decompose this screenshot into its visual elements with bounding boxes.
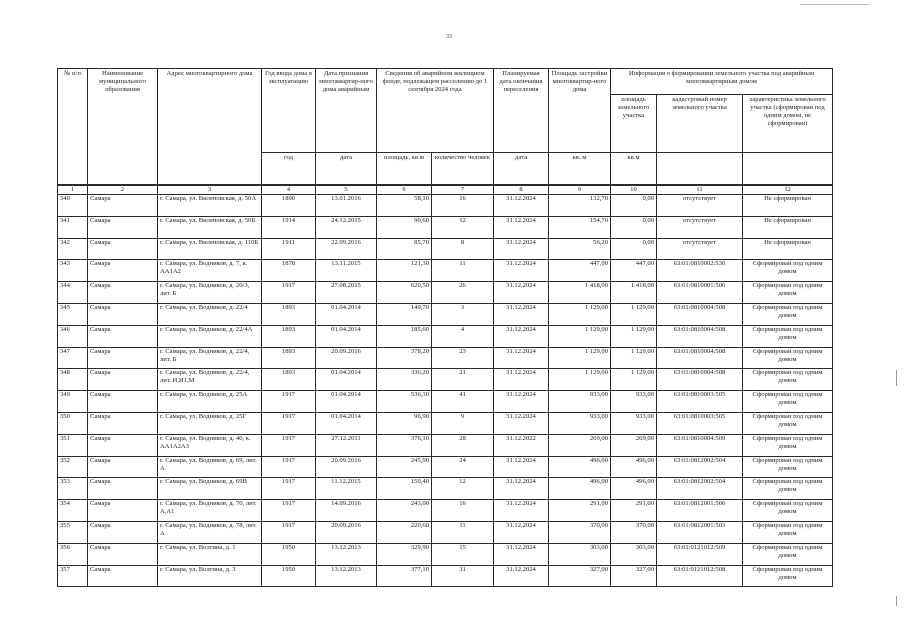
cell-characteristic: Сформирован под одним домом	[743, 565, 833, 587]
cell-num: 352	[58, 456, 88, 478]
cell-planned-date: 31.12.2024	[494, 391, 549, 413]
column-number: 11	[657, 185, 743, 195]
cell-municipality: Самара	[88, 478, 158, 500]
cell-people: 12	[432, 216, 494, 238]
cell-cadastral: отсутствует	[657, 195, 743, 217]
cell-year: 1890	[262, 195, 316, 217]
cell-land-area: 0,00	[611, 238, 657, 260]
cell-date-recognized: 01.04.2014	[316, 303, 377, 325]
cell-planned-date: 31.12.2024	[494, 543, 549, 565]
cell-num: 345	[58, 303, 88, 325]
cell-planned-date: 31.12.2024	[494, 369, 549, 391]
cell-date-recognized: 24.12.2015	[316, 216, 377, 238]
unit-area: площадь, кв.м	[377, 153, 432, 186]
cell-cadastral: отсутствует	[657, 216, 743, 238]
table-row	[58, 434, 833, 456]
cell-municipality: Самара	[88, 325, 158, 347]
cell-address: г. Самара, ул. Водников, д. 20/3, лит. Б	[158, 282, 262, 304]
cell-built-area: 154,70	[549, 216, 611, 238]
cell-characteristic: Сформирован под одним домом	[743, 260, 833, 282]
table-row	[58, 478, 833, 500]
cell-built-area: 132,70	[549, 195, 611, 217]
cell-characteristic: Сформирован под одним домом	[743, 434, 833, 456]
cell-year: 1911	[262, 238, 316, 260]
unit-empty	[743, 153, 833, 186]
scan-mark	[896, 596, 897, 606]
table-row	[58, 325, 833, 347]
cell-year: 1917	[262, 500, 316, 522]
cell-planned-date: 31.12.2024	[494, 216, 549, 238]
cell-land-area: 0,00	[611, 216, 657, 238]
cell-area: 58,10	[377, 195, 432, 217]
cell-municipality: Самара	[88, 456, 158, 478]
cell-land-area: 1 418,00	[611, 282, 657, 304]
cell-num: 351	[58, 434, 88, 456]
cell-address: г. Самара, ул. Виленовская, д. 110Б	[158, 238, 262, 260]
cell-municipality: Самара	[88, 391, 158, 413]
table-row	[58, 369, 833, 391]
table-row	[58, 282, 833, 304]
cell-characteristic: Сформирован под одним домом	[743, 369, 833, 391]
cell-year: 1893	[262, 347, 316, 369]
cell-built-area: 1 129,00	[549, 325, 611, 347]
cell-built-area: 933,00	[549, 412, 611, 434]
cell-year: 1914	[262, 216, 316, 238]
cell-built-area: 291,00	[549, 500, 611, 522]
cell-characteristic: Не сформирован	[743, 216, 833, 238]
scan-mark	[896, 370, 897, 386]
cell-address: г. Самара, ул. Водников, д. 70, лит. А,А1	[158, 500, 262, 522]
cell-num: 355	[58, 521, 88, 543]
unit-date: дата	[316, 153, 377, 186]
cell-num: 357	[58, 565, 88, 587]
cell-cadastral: 63:01:0121012:509	[657, 543, 743, 565]
header-year: Год ввода дома в эксплуатацию	[262, 69, 316, 153]
cell-planned-date: 31.12.2024	[494, 521, 549, 543]
cell-cadastral: 63:01:0810004:509	[657, 434, 743, 456]
cell-people: 12	[432, 478, 494, 500]
cell-built-area: 447,00	[549, 260, 611, 282]
cell-municipality: Самара	[88, 521, 158, 543]
cell-date-recognized: 13.11.2015	[316, 260, 377, 282]
cell-characteristic: Сформирован под одним домом	[743, 456, 833, 478]
cell-address: г. Самара, ул. Волгина, д. 3	[158, 565, 262, 587]
column-number: 9	[549, 185, 611, 195]
cell-municipality: Самара	[88, 238, 158, 260]
cell-people: 28	[432, 434, 494, 456]
cell-address: г. Самара, ул. Водников, д. 69, лит. А	[158, 456, 262, 478]
cell-num: 343	[58, 260, 88, 282]
cell-people: 16	[432, 195, 494, 217]
cell-planned-date: 31.12.2024	[494, 500, 549, 522]
unit-sqm2: кв.м	[611, 153, 657, 186]
cell-date-recognized: 13.01.2016	[316, 195, 377, 217]
cell-people: 8	[432, 238, 494, 260]
header-cadastral: кадастровый номер земельного участка	[657, 95, 743, 153]
cell-year: 1917	[262, 434, 316, 456]
table-row	[58, 412, 833, 434]
cell-cadastral: 63:01:0812002:504	[657, 456, 743, 478]
cell-municipality: Самара	[88, 434, 158, 456]
cell-cadastral: 63:01:0810003:505	[657, 391, 743, 413]
cell-land-area: 933,00	[611, 412, 657, 434]
cell-built-area: 1 129,00	[549, 369, 611, 391]
cell-address: г. Самара, ул. Водников, д. 22/4	[158, 303, 262, 325]
cell-land-area: 291,00	[611, 500, 657, 522]
cell-area: 90,60	[377, 216, 432, 238]
cell-cadastral: 63:01:0121012:508	[657, 565, 743, 587]
cell-characteristic: Сформирован под одним домом	[743, 303, 833, 325]
cell-built-area: 496,00	[549, 456, 611, 478]
unit-empty	[657, 153, 743, 186]
cell-planned-date: 31.12.2022	[494, 434, 549, 456]
cell-people: 11	[432, 521, 494, 543]
cell-cadastral: 63:01:0810003:505	[657, 412, 743, 434]
cell-num: 349	[58, 391, 88, 413]
cell-address: г. Самара, ул. Виленовская, д. 50А	[158, 195, 262, 217]
cell-area: 220,60	[377, 521, 432, 543]
column-number: 4	[262, 185, 316, 195]
cell-area: 376,10	[377, 434, 432, 456]
cell-built-area: 56,20	[549, 238, 611, 260]
cell-cadastral: 63:01:0812002:504	[657, 478, 743, 500]
cell-num: 353	[58, 478, 88, 500]
table-row	[58, 543, 833, 565]
cell-area: 121,30	[377, 260, 432, 282]
column-number: 1	[58, 185, 88, 195]
cell-planned-date: 31.12.2024	[494, 325, 549, 347]
cell-cadastral: 63:01:0810002:530	[657, 260, 743, 282]
cell-area: 536,30	[377, 391, 432, 413]
cell-municipality: Самара	[88, 412, 158, 434]
cell-characteristic: Не сформирован	[743, 238, 833, 260]
cell-characteristic: Сформирован под одним домом	[743, 282, 833, 304]
cell-num: 341	[58, 216, 88, 238]
cell-address: г. Самара, ул. Водников, д. 78, лит. А	[158, 521, 262, 543]
table-row	[58, 238, 833, 260]
cell-land-area: 1 129,00	[611, 325, 657, 347]
column-number: 3	[158, 185, 262, 195]
cell-address: г. Самара, ул. Водников, д. 25А	[158, 391, 262, 413]
header-characteristic: характеристика земельного участка (сформирован под одним домом, не сформирован)	[743, 95, 833, 153]
cell-cadastral: 63:01:0812001:503	[657, 521, 743, 543]
cell-planned-date: 31.12.2024	[494, 282, 549, 304]
table-row	[58, 456, 833, 478]
column-number: 2	[88, 185, 158, 195]
cell-people: 41	[432, 391, 494, 413]
cell-land-area: 496,00	[611, 478, 657, 500]
cell-planned-date: 31.12.2024	[494, 195, 549, 217]
cell-date-recognized: 20.09.2016	[316, 456, 377, 478]
cell-characteristic: Не сформирован	[743, 195, 833, 217]
emergency-housing-table	[57, 68, 833, 587]
cell-num: 344	[58, 282, 88, 304]
cell-characteristic: Сформирован под одним домом	[743, 325, 833, 347]
unit-plan-date: дата	[494, 153, 549, 186]
cell-date-recognized: 01.04.2014	[316, 391, 377, 413]
cell-people: 4	[432, 325, 494, 347]
header-date-recognized: Дата признания многоквартир-ного дома аварийным	[316, 69, 377, 153]
column-number: 8	[494, 185, 549, 195]
cell-characteristic: Сформирован под одним домом	[743, 543, 833, 565]
cell-year: 1917	[262, 478, 316, 500]
cell-area: 185,60	[377, 325, 432, 347]
column-number: 6	[377, 185, 432, 195]
cell-built-area: 496,00	[549, 478, 611, 500]
column-number-row	[58, 185, 833, 195]
column-number: 10	[611, 185, 657, 195]
cell-num: 354	[58, 500, 88, 522]
cell-built-area: 370,00	[549, 521, 611, 543]
cell-address: г. Самара, ул. Волгина, д. 1	[158, 543, 262, 565]
header-num: № п/п	[58, 69, 88, 186]
cell-date-recognized: 01.04.2014	[316, 369, 377, 391]
cell-year: 1917	[262, 521, 316, 543]
cell-built-area: 933,00	[549, 391, 611, 413]
scan-mark	[800, 4, 870, 5]
table-row	[58, 303, 833, 325]
cell-date-recognized: 20.09.2016	[316, 347, 377, 369]
cell-date-recognized: 13.12.2013	[316, 543, 377, 565]
cell-year: 1917	[262, 412, 316, 434]
cell-built-area: 1 418,00	[549, 282, 611, 304]
cell-address: г. Самара, ул. Водников, д. 22/4А	[158, 325, 262, 347]
cell-cadastral: 63:01:0810004:508	[657, 369, 743, 391]
cell-municipality: Самара	[88, 260, 158, 282]
cell-characteristic: Сформирован под одним домом	[743, 391, 833, 413]
cell-cadastral: 63:01:0810004:508	[657, 347, 743, 369]
cell-planned-date: 31.12.2024	[494, 456, 549, 478]
cell-planned-date: 31.12.2024	[494, 347, 549, 369]
table-row	[58, 565, 833, 587]
table-row	[58, 260, 833, 282]
cell-people: 9	[432, 412, 494, 434]
cell-land-area: 1 129,00	[611, 369, 657, 391]
cell-num: 350	[58, 412, 88, 434]
cell-municipality: Самара	[88, 282, 158, 304]
cell-land-area: 269,00	[611, 434, 657, 456]
cell-cadastral: 63:01:0810001:506	[657, 282, 743, 304]
table-row	[58, 347, 833, 369]
cell-people: 26	[432, 282, 494, 304]
cell-land-area: 933,00	[611, 391, 657, 413]
cell-planned-date: 31.12.2024	[494, 303, 549, 325]
cell-cadastral: 63:01:0810004:508	[657, 325, 743, 347]
cell-municipality: Самара	[88, 303, 158, 325]
cell-planned-date: 31.12.2024	[494, 260, 549, 282]
cell-built-area: 1 129,00	[549, 303, 611, 325]
table-row	[58, 500, 833, 522]
cell-land-area: 327,00	[611, 565, 657, 587]
header-planned-date: Планируемая дата окончания переселения	[494, 69, 549, 153]
table-row	[58, 195, 833, 217]
cell-people: 21	[432, 369, 494, 391]
cell-date-recognized: 27.08.2015	[316, 282, 377, 304]
cell-area: 336,20	[377, 369, 432, 391]
cell-people: 3	[432, 303, 494, 325]
cell-year: 1917	[262, 456, 316, 478]
cell-area: 245,90	[377, 456, 432, 478]
column-number: 5	[316, 185, 377, 195]
cell-area: 96,90	[377, 412, 432, 434]
cell-area: 378,20	[377, 347, 432, 369]
cell-planned-date: 31.12.2024	[494, 238, 549, 260]
cell-land-area: 496,00	[611, 456, 657, 478]
cell-people: 31	[432, 565, 494, 587]
unit-people: количество человек	[432, 153, 494, 186]
cell-planned-date: 31.12.2024	[494, 412, 549, 434]
table-row	[58, 391, 833, 413]
cell-characteristic: Сформирован под одним домом	[743, 521, 833, 543]
table-row	[58, 216, 833, 238]
cell-year: 1950	[262, 543, 316, 565]
cell-year: 1950	[262, 565, 316, 587]
cell-characteristic: Сформирован под одним домом	[743, 478, 833, 500]
cell-num: 347	[58, 347, 88, 369]
header-address: Адрес многоквартирного дома	[158, 69, 262, 186]
cell-municipality: Самара	[88, 543, 158, 565]
cell-land-area: 303,00	[611, 543, 657, 565]
cell-land-area: 370,00	[611, 521, 657, 543]
cell-year: 1893	[262, 325, 316, 347]
cell-cadastral: 63:01:0812001:506	[657, 500, 743, 522]
cell-date-recognized: 27.12.2011	[316, 434, 377, 456]
cell-built-area: 269,00	[549, 434, 611, 456]
cell-land-area: 1 129,00	[611, 347, 657, 369]
cell-date-recognized: 20.09.2016	[316, 521, 377, 543]
cell-num: 346	[58, 325, 88, 347]
cell-num: 340	[58, 195, 88, 217]
cell-land-area: 1 129,00	[611, 303, 657, 325]
cell-num: 342	[58, 238, 88, 260]
cell-planned-date: 31.12.2024	[494, 565, 549, 587]
cell-cadastral: отсутствует	[657, 238, 743, 260]
cell-date-recognized: 11.12.2015	[316, 478, 377, 500]
cell-people: 16	[432, 500, 494, 522]
cell-characteristic: Сформирован под одним домом	[743, 347, 833, 369]
cell-area: 329,90	[377, 543, 432, 565]
unit-sqm: кв. м	[549, 153, 611, 186]
cell-date-recognized: 01.04.2014	[316, 412, 377, 434]
cell-cadastral: 63:01:0810004:508	[657, 303, 743, 325]
cell-num: 348	[58, 369, 88, 391]
cell-municipality: Самара	[88, 347, 158, 369]
header-land-info: Информация о формировании земельного участка под аварийным многоквартирным домом	[611, 69, 833, 95]
cell-num: 356	[58, 543, 88, 565]
cell-land-area: 0,00	[611, 195, 657, 217]
cell-address: г. Самара, ул. Водников, д. 25Г	[158, 412, 262, 434]
cell-address: г. Самара, ул. Водников, д. 69В	[158, 478, 262, 500]
page-number: 33	[446, 34, 452, 40]
cell-date-recognized: 01.04.2014	[316, 325, 377, 347]
cell-built-area: 303,00	[549, 543, 611, 565]
cell-date-recognized: 22.09.2016	[316, 238, 377, 260]
unit-year: год	[262, 153, 316, 186]
header-emergency-fund: Сведения об аварийном жилищном фонде, подлежащем расселению до 1 сентября 2024 года	[377, 69, 494, 153]
cell-area: 85,70	[377, 238, 432, 260]
cell-address: г. Самара, ул. Виленовская, д. 50Б	[158, 216, 262, 238]
cell-municipality: Самара	[88, 500, 158, 522]
table-row	[58, 521, 833, 543]
header-built-area: Площадь застройки многоквартир-ного дома	[549, 69, 611, 153]
cell-characteristic: Сформирован под одним домом	[743, 412, 833, 434]
cell-year: 1893	[262, 303, 316, 325]
cell-address: г. Самара, ул. Водников, д. 22/4, лит. И,И1,М	[158, 369, 262, 391]
cell-municipality: Самара	[88, 369, 158, 391]
cell-built-area: 327,00	[549, 565, 611, 587]
header-municipality: Наименование муниципального образования	[88, 69, 158, 186]
cell-address: г. Самара, ул. Водников, д. 7, к. АА1А2	[158, 260, 262, 282]
cell-land-area: 447,00	[611, 260, 657, 282]
cell-municipality: Самара	[88, 216, 158, 238]
cell-area: 377,10	[377, 565, 432, 587]
cell-built-area: 1 129,00	[549, 347, 611, 369]
column-number: 7	[432, 185, 494, 195]
cell-people: 23	[432, 347, 494, 369]
cell-planned-date: 31.12.2024	[494, 478, 549, 500]
cell-area: 243,00	[377, 500, 432, 522]
cell-municipality: Самара	[88, 195, 158, 217]
cell-year: 1917	[262, 282, 316, 304]
cell-area: 620,50	[377, 282, 432, 304]
table-body	[58, 195, 833, 587]
cell-address: г. Самара, ул. Водников, д. 40, к. АА1А2А3	[158, 434, 262, 456]
cell-year: 1893	[262, 369, 316, 391]
column-number: 12	[743, 185, 833, 195]
cell-municipality: Самара	[88, 565, 158, 587]
cell-date-recognized: 14.09.2016	[316, 500, 377, 522]
cell-date-recognized: 13.12.2013	[316, 565, 377, 587]
cell-people: 11	[432, 260, 494, 282]
header-land-area: площадь земельного участка	[611, 95, 657, 153]
cell-people: 24	[432, 456, 494, 478]
cell-year: 1878	[262, 260, 316, 282]
cell-people: 15	[432, 543, 494, 565]
cell-area: 150,40	[377, 478, 432, 500]
cell-year: 1917	[262, 391, 316, 413]
cell-address: г. Самара, ул. Водников, д. 22/4, лит. Б	[158, 347, 262, 369]
cell-area: 149,70	[377, 303, 432, 325]
cell-characteristic: Сформирован под одним домом	[743, 500, 833, 522]
